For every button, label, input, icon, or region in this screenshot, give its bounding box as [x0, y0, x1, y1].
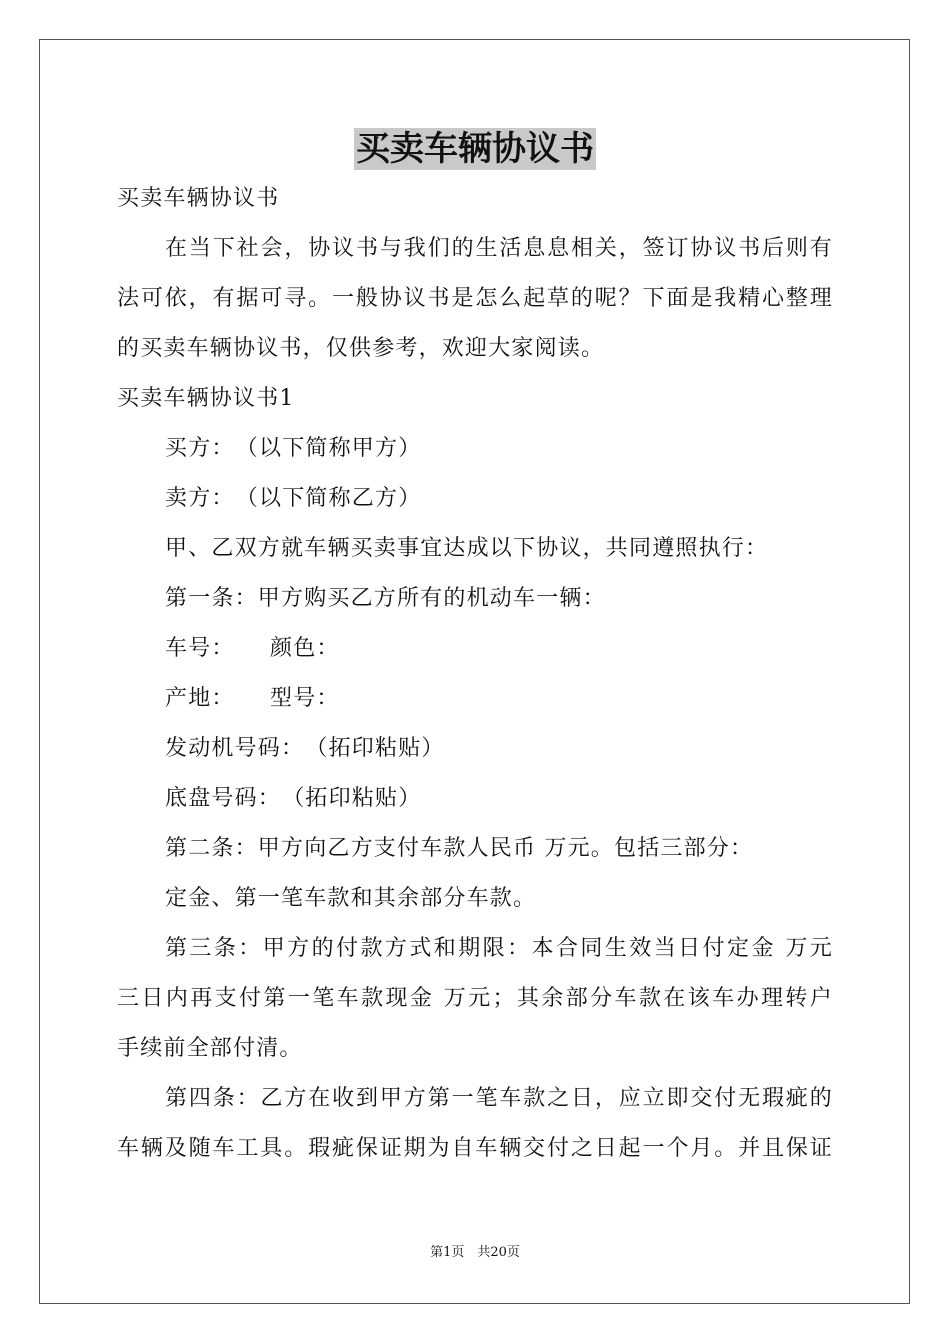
chassis-number-line: 底盘号码： （拓印粘贴） — [165, 786, 422, 811]
section-heading: 买卖车辆协议书1 — [117, 386, 295, 411]
clause-3-line-1: 第三条：甲方的付款方式和期限：本合同生效当日付定金 万元 — [165, 936, 833, 961]
intro-line-3: 的买卖车辆协议书，仅供参考，欢迎大家阅读。 — [117, 336, 605, 361]
intro-line-1: 在当下社会，协议书与我们的生活息息相关，签订协议书后则有 — [165, 236, 833, 261]
clause-4-line-2: 车辆及随车工具。瑕疵保证期为自车辆交付之日起一个月。并且保证 — [117, 1136, 833, 1161]
seller-line: 卖方： （以下简称乙方） — [165, 486, 422, 511]
document-title: 买卖车辆协议书 — [356, 129, 594, 169]
intro-line-2: 法可依，有据可寻。一般协议书是怎么起草的呢？下面是我精心整理 — [117, 286, 833, 311]
title-container — [0, 128, 950, 170]
plate-color-line: 车号： 颜色： — [165, 636, 340, 661]
agreement-line: 甲、乙双方就车辆买卖事宜达成以下协议，共同遵照执行： — [165, 536, 769, 561]
subtitle-line: 买卖车辆协议书 — [117, 186, 280, 211]
clause-2-continued: 定金、第一笔车款和其余部分车款。 — [165, 886, 537, 911]
origin-model-line: 产地： 型号： — [165, 686, 340, 711]
page-footer: 第1页 共20页 — [430, 1245, 520, 1260]
clause-3-line-2: 三日内再支付第一笔车款现金 万元；其余部分车款在该车办理转户 — [117, 986, 833, 1011]
clause-4-line-1: 第四条：乙方在收到甲方第一笔车款之日，应立即交付无瑕疵的 — [165, 1086, 833, 1111]
clause-2-line: 第二条：甲方向乙方支付车款人民币 万元。包括三部分： — [165, 836, 754, 861]
engine-number-line: 发动机号码： （拓印粘贴） — [165, 736, 445, 761]
clause-3-line-3: 手续前全部付清。 — [117, 1036, 303, 1061]
buyer-line: 买方： （以下简称甲方） — [165, 436, 422, 461]
clause-1-line: 第一条：甲方购买乙方所有的机动车一辆： — [165, 586, 606, 611]
document-body — [117, 174, 833, 1174]
